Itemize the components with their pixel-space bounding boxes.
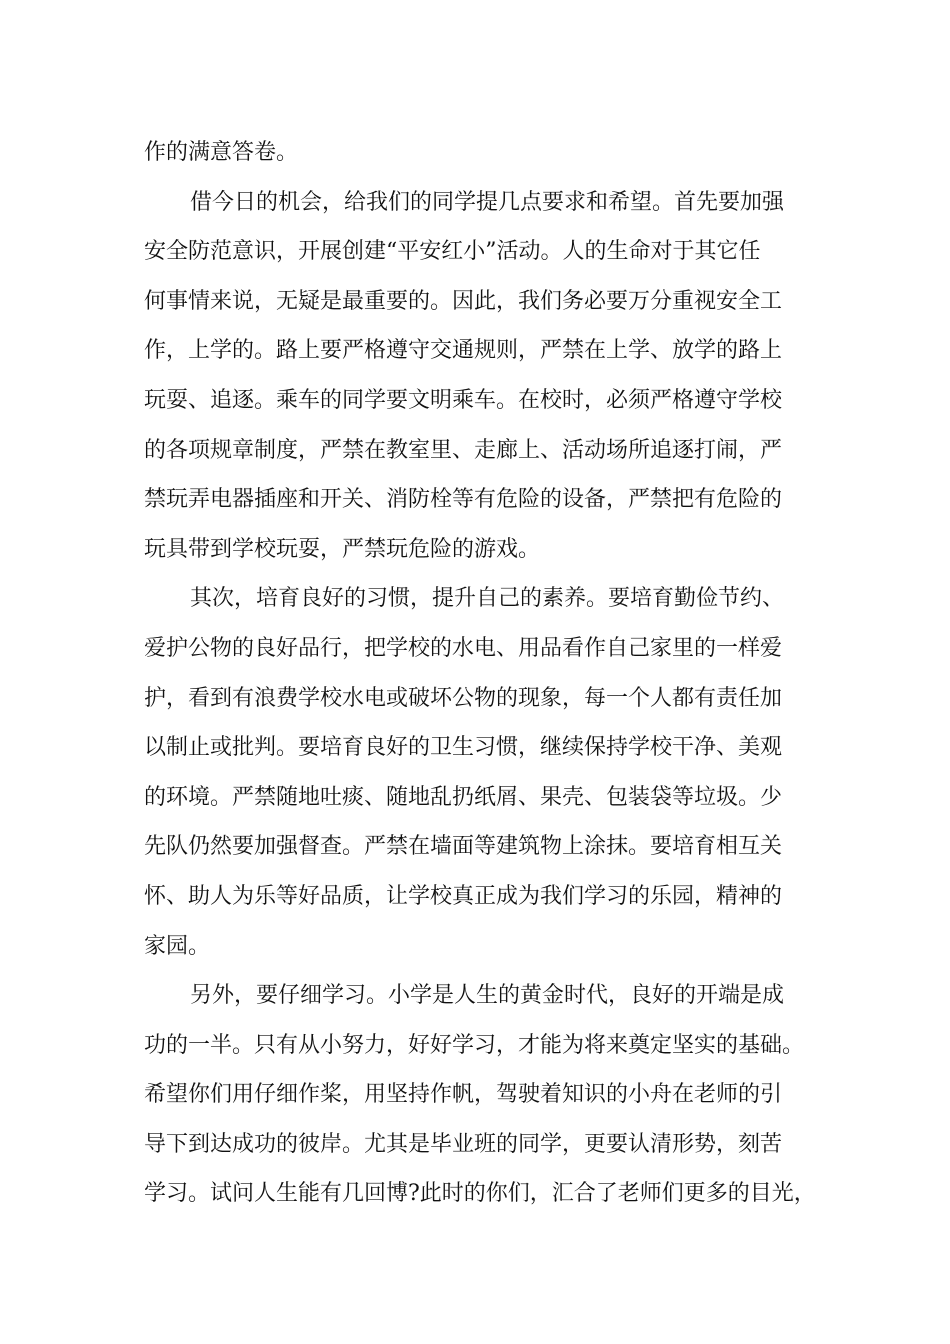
paragraph-first-line: 另外，要仔细学习。小学是人生的黄金时代，良好的开端是成 bbox=[190, 983, 785, 1009]
text-line: 安全防范意识，开展创建“平安红小”活动。人的生命对于其它任 bbox=[144, 239, 761, 265]
text-line: 的环境。严禁随地吐痰、随地乱扔纸屑、果壳、包装袋等垃圾。少 bbox=[144, 784, 783, 810]
text-line: 学习。试问人生能有几回博?此时的你们，汇合了老师们更多的目光， bbox=[144, 1181, 816, 1207]
text-line: 作的满意答卷。 bbox=[144, 140, 299, 165]
text-line: 怀、助人为乐等好品质，让学校真正成为我们学习的乐园，精神的 bbox=[144, 883, 783, 909]
text-line: 护，看到有浪费学校水电或破坏公物的现象，每一个人都有责任加 bbox=[144, 685, 783, 711]
text-line: 作，上学的。路上要严格遵守交通规则，严禁在上学、放学的路上 bbox=[144, 338, 783, 364]
text-line: 以制止或批判。要培育良好的卫生习惯，继续保持学校干净、美观 bbox=[144, 735, 783, 761]
text-line: 何事情来说，无疑是最重要的。因此，我们务必要万分重视安全工 bbox=[144, 288, 783, 314]
text-line: 禁玩弄电器插座和开关、消防栓等有危险的设备，严禁把有危险的 bbox=[144, 487, 783, 513]
text-line: 希望你们用仔细作桨，用坚持作帆，驾驶着知识的小舟在老师的引 bbox=[144, 1082, 783, 1108]
text-line: 家园。 bbox=[144, 933, 211, 959]
paragraph-first-line: 借今日的机会，给我们的同学提几点要求和希望。首先要加强 bbox=[190, 189, 785, 215]
text-line: 功的一半。只有从小努力，好好学习，才能为将来奠定坚实的基础。 bbox=[144, 1032, 805, 1058]
text-line: 玩耍、追逐。乘车的同学要文明乘车。在校时，必须严格遵守学校 bbox=[144, 387, 783, 413]
text-line: 玩具带到学校玩耍，严禁玩危险的游戏。 bbox=[144, 536, 541, 562]
paragraph-first-line: 其次，培育良好的习惯，提升自己的素养。要培育勤俭节约、 bbox=[190, 586, 785, 612]
text-line: 爱护公物的良好品行，把学校的水电、用品看作自己家里的一样爱 bbox=[144, 635, 783, 661]
document-body bbox=[144, 128, 824, 1219]
text-line: 先队仍然要加强督查。严禁在墙面等建筑物上涂抹。要培育相互关 bbox=[144, 834, 783, 860]
text-line: 导下到达成功的彼岸。尤其是毕业班的同学，更要认清形势，刻苦 bbox=[144, 1131, 783, 1157]
text-line: 的各项规章制度，严禁在教室里、走廊上、活动场所追逐打闹，严 bbox=[144, 437, 783, 463]
